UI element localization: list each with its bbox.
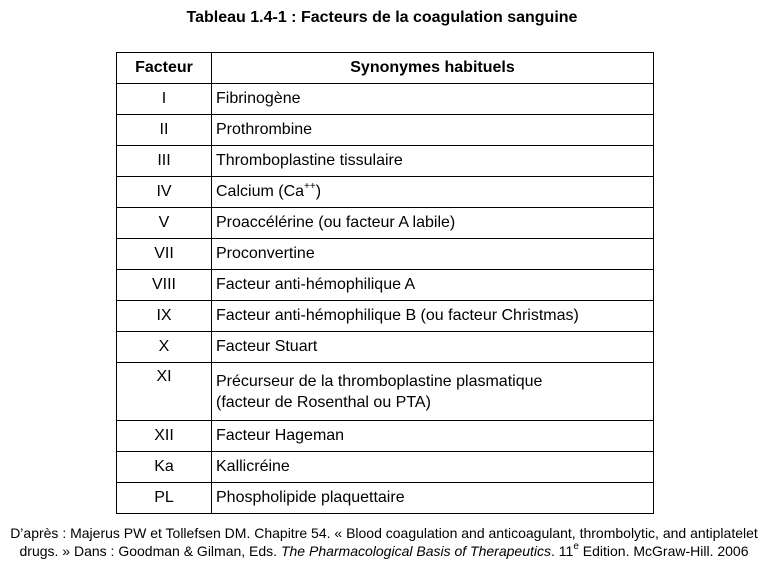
- book-title: The Pharmacological Basis of Therapeutics: [280, 543, 551, 559]
- synonym-cell: Prothrombine: [212, 115, 654, 146]
- table-row: [117, 208, 654, 239]
- table-header-row: [117, 53, 654, 84]
- factor-cell: VII: [117, 239, 212, 270]
- factor-cell: IV: [117, 177, 212, 208]
- table-row: [117, 332, 654, 363]
- synonym-cell: Proaccélérine (ou facteur A labile): [212, 208, 654, 239]
- synonym-cell: [212, 177, 654, 208]
- synonym-cell: [212, 363, 654, 421]
- factor-cell: Ka: [117, 452, 212, 483]
- factor-cell: II: [117, 115, 212, 146]
- coagulation-factors-table: [116, 52, 654, 514]
- factor-cell: IX: [117, 301, 212, 332]
- synonym-cell: Facteur anti-hémophilique A: [212, 270, 654, 301]
- table-row: [117, 177, 654, 208]
- citation-text: . 11: [551, 543, 574, 559]
- source-citation: [8, 524, 760, 560]
- table-row: [117, 421, 654, 452]
- header-factor: Facteur: [117, 53, 212, 84]
- factor-cell: XI: [117, 363, 212, 421]
- synonym-text: Calcium (Ca: [216, 183, 305, 200]
- synonym-cell: Facteur Hageman: [212, 421, 654, 452]
- table-row: [117, 301, 654, 332]
- header-synonyms: Synonymes habituels: [212, 53, 654, 84]
- factor-cell: X: [117, 332, 212, 363]
- factor-cell: V: [117, 208, 212, 239]
- synonym-cell: Proconvertine: [212, 239, 654, 270]
- factor-cell: PL: [117, 483, 212, 514]
- synonym-cell: Phospholipide plaquettaire: [212, 483, 654, 514]
- table-row: [117, 146, 654, 177]
- factor-cell: VIII: [117, 270, 212, 301]
- table-row: [117, 483, 654, 514]
- citation-text: Edition. McGraw-Hill. 2006: [578, 543, 749, 559]
- synonym-text-end: ): [315, 183, 322, 200]
- table-row: [117, 452, 654, 483]
- table-row: [117, 84, 654, 115]
- synonym-cell: Thromboplastine tissulaire: [212, 146, 654, 177]
- factor-cell: III: [117, 146, 212, 177]
- synonym-cell: Facteur Stuart: [212, 332, 654, 363]
- synonym-cell: Facteur anti-hémophilique B (ou facteur Christmas): [212, 301, 654, 332]
- citation-text: D’après : Majerus PW et Tollefsen DM. Chapitre 54. « Blood coagulation and anticoagulant, thrombolytic, and antiplatelet drugs. » Dans : Goodman & Gilman, Eds.: [10, 525, 758, 559]
- table-row: [117, 363, 654, 421]
- synonym-cell: Kallicréine: [212, 452, 654, 483]
- table-row: [117, 115, 654, 146]
- edition-superscript: e: [573, 541, 579, 553]
- factor-cell: XII: [117, 421, 212, 452]
- table-title: Tableau 1.4-1 : Facteurs de la coagulation sanguine: [186, 9, 578, 26]
- charge-superscript: ++: [304, 180, 316, 192]
- synonym-cell: Fibrinogène: [212, 84, 654, 115]
- table-row: [117, 239, 654, 270]
- factor-cell: I: [117, 84, 212, 115]
- synonym-text: Précurseur de la thromboplastine plasmatique (facteur de Rosenthal ou PTA): [216, 372, 543, 411]
- table-row: [117, 270, 654, 301]
